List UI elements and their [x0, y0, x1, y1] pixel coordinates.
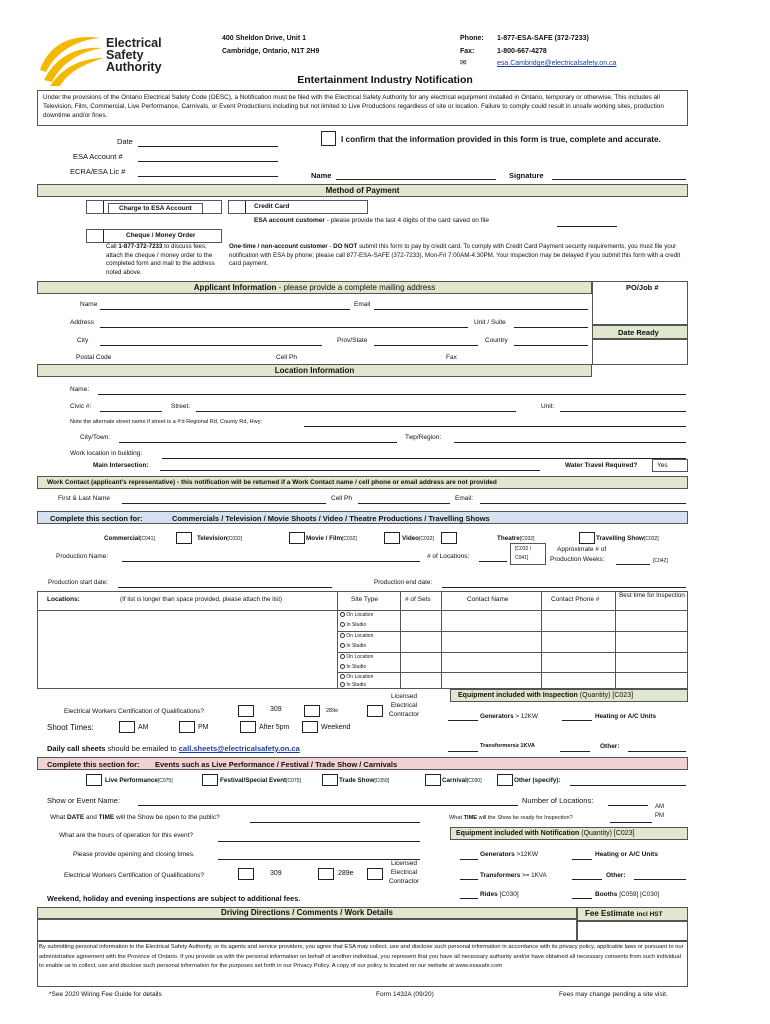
type-live [105, 777, 173, 784]
logo-text-3: Authority [106, 60, 162, 74]
shoot-weekend-label: Weekend [321, 724, 351, 731]
ev-cert-label: Electrical Workers Certification of Qualifications? [64, 872, 205, 879]
ev-cert-289-checkbox[interactable] [318, 868, 334, 880]
intersection-input[interactable] [160, 470, 540, 471]
num-locations-label: Number of Locations: [522, 796, 594, 805]
shoot-pm-label: PM [198, 724, 209, 731]
on-location-text: On Location [346, 612, 374, 618]
shoot-times-label: Shoot Times: [47, 723, 94, 732]
site-row-2-location[interactable] [340, 633, 373, 639]
weeks-code: [C042] [653, 558, 668, 564]
generators-text: Generators [480, 713, 514, 720]
locations-count-label: # of Locations: [427, 553, 470, 560]
building-input[interactable] [162, 458, 686, 459]
site-row-3-location[interactable] [340, 654, 373, 660]
ecra-input[interactable] [138, 176, 278, 177]
commercial-checkbox[interactable] [176, 532, 192, 544]
generators-spec: > 12KW [515, 713, 538, 720]
location-name-label: Name: [70, 386, 90, 393]
site-row-4-studio[interactable] [340, 682, 366, 688]
type-television-code: [C032] [227, 536, 243, 542]
movie-checkbox[interactable] [289, 532, 305, 544]
theatre-code-line2: [C032 / [515, 546, 532, 552]
contact-phone-header: Contact Phone # [551, 596, 600, 603]
row-rule-3 [337, 672, 688, 673]
in-studio-text: In Studio [346, 664, 367, 670]
type-commercial-label: Commercial [104, 535, 141, 542]
fee-title-text: Fee Estimate [585, 909, 635, 918]
weeks-input[interactable] [616, 564, 650, 565]
cheque-note-rest: to discuss fees; attach the cheque / money order to the completed form and mail to the address noted above. [106, 243, 215, 276]
radio-icon [340, 633, 345, 638]
type-carnival-label: Carnival [442, 777, 467, 784]
cert-289-checkbox[interactable] [304, 705, 320, 717]
commercial-section-title: Commercials / Television / Movie Shoots / Video / Theatre Productions / Travelling Shows [172, 514, 490, 523]
onetime-rest: submit this form to pay by credit card. To comply with Credit Card Payment security requirements, you must file your notification with ESA by phone; please call 877-ESA-SAFE (372-7233), Mon-Fri 7:00AM-4:30PM. Your inspection may be delayed if you submit this form with a credit card payment. [229, 243, 681, 267]
ev-generators-label [480, 851, 538, 858]
contact-email-input[interactable] [480, 503, 686, 504]
television-checkbox[interactable] [441, 532, 457, 544]
logo-text-2: Safety [106, 48, 144, 62]
signature-label: Signature [509, 171, 544, 180]
cheque-note [106, 243, 220, 277]
footer-center: Form 1432A (09/20) [376, 991, 434, 998]
type-video-label: Video [402, 535, 420, 542]
ev-lic-checkbox[interactable] [367, 868, 383, 880]
cheque-phone: 1-877-372-7233 [118, 243, 163, 250]
opening-label: Please provide opening and closing times. [73, 851, 195, 858]
ev-heating-qty-input[interactable] [572, 859, 592, 860]
payment-header [37, 184, 688, 197]
start-date-label: Production start date: [48, 579, 108, 586]
equip-notification-title [456, 830, 635, 837]
site-row-2-studio[interactable] [340, 643, 366, 649]
card-last-four-input[interactable] [557, 226, 617, 227]
address-input[interactable] [100, 327, 468, 328]
work-contact-title: Work Contact (applicant's representative) - this notification will be returned if a Work Contact name / cell phone or email address are not provided [47, 479, 497, 486]
charge-account-box [86, 200, 222, 214]
row-rule-2 [337, 652, 688, 653]
applicant-name-label: Name [80, 301, 98, 308]
col-rule-1 [337, 591, 338, 689]
lic-label: Licensed Electrical Contractor [388, 693, 420, 718]
other-equip-label: Other: [600, 743, 620, 750]
on-location-text: On Location [346, 674, 374, 680]
shoot-am-checkbox[interactable] [119, 721, 135, 733]
cert-309-label: 309 [270, 706, 282, 713]
in-studio-text: In Studio [346, 682, 367, 688]
postal-label: Postal Code [76, 354, 112, 361]
ev-booths-label [595, 891, 659, 898]
esa-customer-bold: ESA account customer [254, 217, 325, 224]
radio-icon [340, 682, 345, 687]
show-name-label: Show or Event Name: [47, 796, 120, 805]
sets-header: # of Sets [405, 596, 431, 603]
ev-cert-309-checkbox[interactable] [238, 868, 254, 880]
street-label: Street: [171, 403, 191, 410]
in-studio-text: In Studio [346, 622, 367, 628]
type-television-label: Television [197, 535, 228, 542]
date-q-time: TIME [98, 814, 115, 821]
unit-input[interactable] [514, 327, 588, 328]
country-label: Country [485, 337, 508, 344]
shoot-am-label: AM [138, 724, 149, 731]
fee-sub-text: incl HST [636, 911, 663, 918]
transformers-text: Transformers [480, 743, 516, 749]
daily-email-link[interactable]: call.sheets@electricalsafety.on.ca [178, 744, 300, 753]
water-label: Water Travel Required? [565, 462, 638, 469]
address-label: Address [70, 319, 94, 326]
ready-am-label[interactable]: AM [655, 804, 664, 810]
credit-card-box [228, 200, 368, 214]
phone-number: 1-877-ESA-SAFE (372-7233) [497, 35, 589, 42]
contact-name-label: First & Last Name [58, 495, 111, 502]
shoot-after5-label: After 5pm [259, 724, 290, 731]
event-section-title: Events such as Live Performance / Festival / Trade Show / Carnivals [155, 760, 398, 769]
radio-icon [340, 643, 345, 648]
approx-label: Approximate # of [557, 546, 607, 553]
equip-notification-code: (Quantity) [C023] [581, 830, 635, 837]
attach-note: (If list is longer than space provided, please attach the list) [120, 596, 283, 603]
type-travelling [596, 535, 659, 542]
city-town-input[interactable] [119, 442, 397, 443]
date-ready-label: Date Ready [618, 328, 659, 337]
site-row-1-location[interactable] [340, 612, 373, 618]
on-location-text: On Location [346, 633, 374, 639]
payment-title: Method of Payment [325, 186, 400, 195]
date-label: Date [117, 137, 133, 146]
esa-customer-rest: - please provide the last 4 digits of the card saved on file [324, 217, 489, 224]
ev-generators-text: Generators [480, 851, 515, 858]
ev-booths-code: [C059] [C030] [619, 891, 660, 898]
start-date-input[interactable] [118, 587, 332, 588]
ev-cert-289-label: 289e [338, 870, 354, 877]
applicant-email-label: Email [354, 301, 371, 308]
location-name-input[interactable] [98, 394, 686, 395]
fax-field-label: Fax [446, 354, 457, 361]
end-date-label: Production end date: [374, 579, 433, 586]
ev-heating-label: Heating or A/C Units [595, 851, 658, 858]
cheque-note-pre: Call [106, 243, 119, 250]
cert-309-checkbox[interactable] [238, 705, 254, 717]
locations-table-header-rule [37, 610, 688, 611]
twp-input[interactable] [454, 442, 686, 443]
end-date-input[interactable] [442, 587, 686, 588]
other-event-input[interactable] [570, 785, 686, 786]
type-theatre [497, 535, 534, 542]
type-commercial [104, 535, 155, 542]
date-input[interactable] [138, 146, 278, 147]
location-header [37, 364, 592, 377]
equip-notification-title-bold: Equipment included with Notification [456, 830, 580, 837]
type-carnival-code: [C030] [466, 778, 482, 784]
name-label: Name [311, 171, 332, 180]
type-carnival [442, 777, 482, 784]
transformers-spec: ≥ 1KVA [515, 743, 535, 749]
site-row-4-location[interactable] [340, 674, 373, 680]
type-trade [339, 777, 389, 784]
on-location-text: On Location [346, 654, 374, 660]
festival-checkbox[interactable] [202, 774, 218, 786]
city-label: City [77, 337, 89, 344]
ev-transformers-label [480, 872, 547, 879]
cheque-label: Cheque / Money Order [126, 232, 196, 239]
cert-289-label: 289e [326, 708, 339, 714]
twp-label: Twp/Region: [405, 434, 442, 441]
footer-right: Fees may change pending a site visit. [559, 991, 668, 998]
theatre-code-box [510, 543, 546, 565]
site-row-3-studio[interactable] [340, 664, 366, 670]
type-festival-code: [C075] [286, 778, 301, 784]
col-rule-5 [615, 591, 616, 689]
applicant-header [37, 281, 592, 294]
transformers-label [480, 743, 535, 749]
event-section-label: Complete this section for: [47, 760, 140, 769]
ev-transformers-text: Transformers [480, 872, 521, 879]
other-equip-input[interactable] [628, 751, 686, 752]
type-festival [220, 777, 301, 784]
equip-inspection-title [458, 692, 633, 699]
heating-label: Heating or A/C Units [595, 713, 656, 720]
date-time-question [50, 814, 220, 821]
radio-icon [340, 622, 345, 627]
col-rule-2 [400, 591, 401, 689]
ev-transformers-spec: >= 1KVA [522, 872, 547, 879]
num-locations-input[interactable] [608, 805, 648, 806]
name-input[interactable] [336, 179, 496, 180]
type-theatre-label: Theatre [497, 535, 520, 542]
equip-inspection-title-bold: Equipment included with Inspection [458, 692, 578, 699]
type-festival-label: Festival/Special Event [220, 777, 287, 784]
site-type-header: Site Type [351, 596, 378, 603]
trade-show-checkbox[interactable] [322, 774, 338, 786]
type-movie-label: Movie / Film [306, 535, 343, 542]
type-theatre-code: [C032] [519, 536, 535, 542]
confirm-checkbox[interactable] [321, 131, 336, 146]
ev-trans-qty-input[interactable] [460, 879, 478, 880]
generators-label [480, 713, 538, 720]
building-label: Work location in building: [70, 450, 143, 457]
weeks-label: Production Weeks: [550, 556, 605, 563]
type-video-code: [C032] [419, 536, 434, 542]
applicant-title: Applicant Information [193, 283, 277, 292]
type-trade-label: Trade Show [339, 777, 375, 784]
shoot-pm-checkbox[interactable] [179, 721, 195, 733]
type-trade-code: [C059] [374, 778, 390, 784]
type-video [402, 535, 434, 542]
in-studio-text: In Studio [346, 643, 367, 649]
show-name-input[interactable] [138, 805, 518, 806]
daily-call-sheets [47, 744, 300, 753]
ev-cert-309-label: 309 [270, 870, 282, 877]
weekend-fees-note: Weekend, holiday and evening inspections are subject to additional fees. [47, 894, 301, 903]
video-checkbox[interactable] [384, 532, 400, 544]
date-q-pre: What [50, 814, 67, 821]
ev-rides-text: Rides [480, 891, 498, 898]
col-rule-3 [441, 591, 442, 689]
ev-other-label: Other: [606, 872, 626, 879]
privacy-text: By submitting personal information to the Electrical Safety Authority, or its agents and service providers, you agree that ESA may collect, use and disclose such personal information in accordance with its privacy policy, applicable laws or pursuant to our administrative agreement with the Province of Ontario. If you provide us with the personal information on behalf of another individual, you represent that you have all necessary authority and/or have obtained all necessary consents from such individual to enable us to collect, use and disclose such personal information for the purposes set forth in our Privacy Policy. A copy of our policy is located on our website at www.esasafe.com [39, 944, 684, 969]
heating-qty-input[interactable] [562, 720, 592, 721]
intersection-label: Main Intersection: [93, 462, 149, 469]
lic-checkbox[interactable] [367, 705, 383, 717]
locations-label: Locations: [47, 596, 80, 603]
hours-input[interactable] [218, 841, 420, 842]
ev-rides-code: [C030] [499, 891, 519, 898]
logo-text-1: Electrical [106, 36, 162, 50]
po-label: PO/Job # [626, 283, 659, 292]
alt-street-label: Note the alternate street name if street is a #'d Regional Rd, County Rd, Hwy: [70, 419, 262, 425]
country-input[interactable] [514, 345, 588, 346]
credit-card-label: Credit Card [254, 203, 290, 210]
type-live-code: [C075] [157, 778, 173, 784]
fee-title [585, 909, 663, 918]
date-q-and: and [84, 814, 99, 821]
esa-customer-text [254, 217, 489, 224]
alt-street-input[interactable] [304, 426, 686, 427]
commercial-section-label: Complete this section for: [50, 514, 143, 523]
site-row-1-studio[interactable] [340, 622, 366, 628]
gen-qty-input[interactable] [448, 720, 478, 721]
ready-time-question [449, 815, 573, 821]
ready-pm-label[interactable]: PM [655, 813, 664, 819]
shoot-weekend-checkbox[interactable] [302, 721, 318, 733]
confirm-text: I confirm that the information provided in this form is true, complete and accurate. [341, 135, 661, 144]
ev-other-qty-input[interactable] [572, 879, 602, 880]
row-rule-1 [337, 631, 688, 632]
ev-booths-qty-input[interactable] [572, 898, 592, 899]
intro-text: Under the provisions of the Ontario Electrical Safety Code (OESC), a Notification must be filed with the Electrical Safety Authority for any electrical equipment installed in Ontario, temporary or otherwise. This includes all Television, Film, Commercial, Live Performance, Carnivals, or Event Productions including but not limited to Live Productions regardless of site or location. Failure to comply could result in unsafe working sites, production downtime and/or fines. [43, 94, 664, 119]
type-movie-code: [C032] [342, 536, 357, 542]
shoot-after5-checkbox[interactable] [240, 721, 256, 733]
other-qty-input[interactable] [560, 751, 590, 752]
radio-icon [340, 654, 345, 659]
other-event-checkbox[interactable] [497, 774, 513, 786]
phone-label: Phone: [460, 35, 484, 42]
esa-account-label: ESA Account # [73, 152, 123, 161]
contact-email-label: Email: [455, 495, 474, 502]
fax-number: 1-800-667-4278 [497, 48, 547, 55]
contact-name-input[interactable] [122, 503, 326, 504]
city-input[interactable] [100, 345, 322, 346]
trans-qty-input[interactable] [448, 751, 478, 752]
location-title: Location Information [274, 366, 355, 375]
daily-text: should be emailed to [105, 744, 179, 753]
org-address-1: 400 Sheldon Drive, Unit 1 [222, 35, 307, 42]
hours-question: What are the hours of operation for this event? [59, 832, 194, 839]
open-date-input[interactable] [250, 822, 420, 823]
onetime-dash: - [327, 243, 334, 250]
best-time-header: Best time for Inspection [619, 592, 685, 599]
org-address-2: Cambridge, Ontario, N1T 2H9 [222, 48, 320, 55]
prov-input[interactable] [374, 345, 478, 346]
date-ready-input[interactable] [592, 339, 688, 365]
applicant-subtitle: - please provide a complete mailing address [276, 283, 436, 292]
ready-time-input[interactable] [610, 822, 652, 823]
unit-label: Unit / Suite [474, 319, 506, 326]
fax-label: Fax: [460, 48, 475, 55]
radio-icon [340, 674, 345, 679]
date-q-post: will the Show be open to the public? [114, 814, 220, 821]
email-icon: ✉ [460, 58, 467, 67]
ev-gen-qty-input[interactable] [460, 859, 478, 860]
type-movie [306, 535, 357, 542]
directions-input[interactable] [37, 919, 577, 941]
production-name-label: Production Name: [56, 553, 109, 560]
locations-count-input[interactable] [479, 561, 507, 562]
time-q-pre: What [449, 815, 464, 821]
street-input[interactable] [196, 411, 516, 412]
esa-account-input[interactable] [138, 161, 278, 162]
contact-name-header: Contact Name [467, 596, 509, 603]
directions-title: Driving Directions / Comments / Work Details [221, 908, 393, 917]
type-other-label: Other (specify): [514, 777, 561, 784]
charge-account-label: Charge to ESA Account [108, 203, 203, 214]
date-q-date: DATE [66, 814, 85, 821]
page-title: Entertainment Industry Notification [297, 74, 473, 86]
ev-other-input[interactable] [634, 879, 686, 880]
radio-icon [340, 612, 345, 617]
time-q-time: TIME [463, 815, 477, 821]
type-television [197, 535, 242, 542]
fee-input[interactable] [577, 921, 688, 941]
daily-bold: Daily call sheets [47, 744, 106, 753]
applicant-name-input[interactable] [100, 309, 350, 310]
onetime-bold: One-time / non-account customer [229, 243, 328, 250]
cert-label: Electrical Workers Certification of Qualifications? [64, 708, 205, 715]
col-rule-4 [541, 591, 542, 689]
prov-label: Prov/State [337, 337, 368, 344]
type-travelling-code: [C032] [643, 536, 659, 542]
theatre-checkbox[interactable] [579, 532, 595, 544]
signature-input[interactable] [552, 179, 686, 180]
ecra-label: ECRA/ESA Lic # [70, 167, 126, 176]
ev-rides-label [480, 891, 519, 898]
type-travelling-label: Travelling Show [596, 535, 644, 542]
type-commercial-code: [C041] [140, 536, 155, 542]
equip-inspection-code: (Quantity) [C023] [579, 692, 634, 699]
civic-input[interactable] [100, 411, 162, 412]
footer-left: *See 2020 Wiring Fee Guide for details [49, 991, 162, 998]
onetime-not: DO NOT [333, 243, 358, 250]
contact-cell-label: Cell Ph [331, 495, 352, 502]
time-q-post: will the Show be ready for Inspection? [477, 815, 573, 821]
ev-lic-label: Licensed Electrical Contractor [388, 860, 420, 885]
ev-generators-spec: >12KW [516, 851, 538, 858]
live-performance-checkbox[interactable] [86, 774, 102, 786]
org-email-link[interactable]: esa.Cambridge@electricalsafety.on.ca [497, 60, 617, 67]
unit-loc-label: Unit: [541, 403, 555, 410]
type-other [514, 777, 561, 784]
unit-loc-input[interactable] [560, 411, 686, 412]
ev-booths-text: Booths [595, 891, 618, 898]
contact-cell-input[interactable] [358, 503, 450, 504]
radio-icon [340, 664, 345, 669]
onetime-note [229, 243, 684, 269]
type-live-label: Live Performance [105, 777, 158, 784]
ev-rides-qty-input[interactable] [460, 898, 478, 899]
cell-label: Cell Ph [276, 354, 297, 361]
civic-label: Civic #: [70, 403, 92, 410]
theatre-code-line3: C041] [515, 555, 529, 561]
city-town-label: City/Town: [80, 434, 110, 441]
carnival-checkbox[interactable] [425, 774, 441, 786]
production-name-input[interactable] [122, 561, 420, 562]
applicant-email-input[interactable] [374, 309, 588, 310]
water-yes-label: Yes [657, 462, 668, 469]
